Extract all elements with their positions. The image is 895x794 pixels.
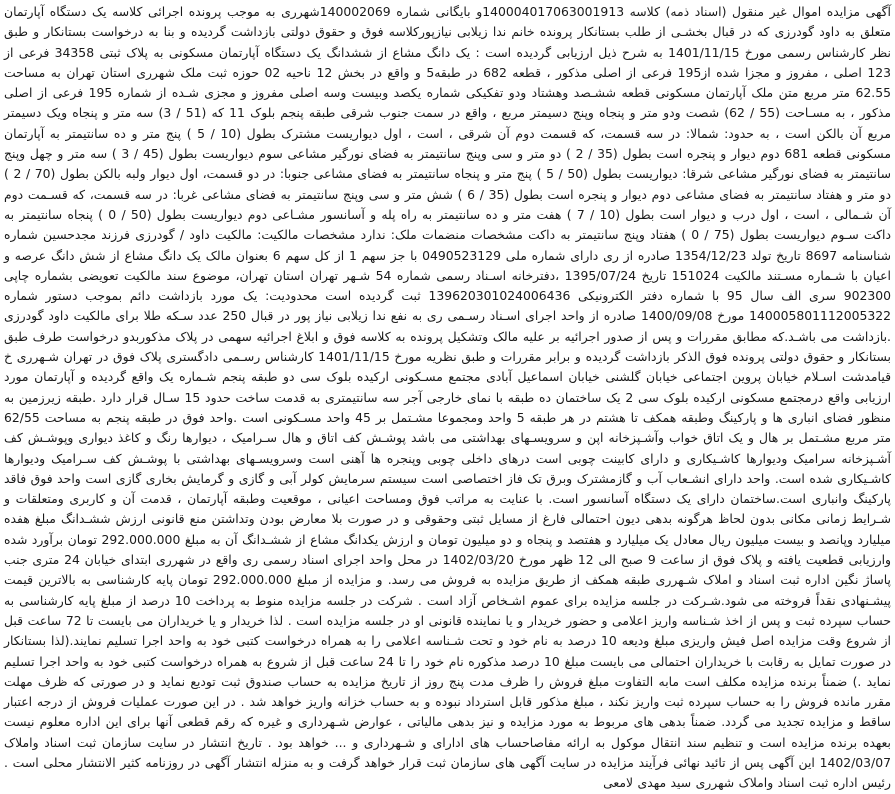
auction-notice-body: آگهی مزایده اموال غیر منقول (اسناد ذمه) کلاسه 140004017063001913و بایگانی شماره 140002069شهرری به موجب پرونده اجرائی کلاسه یک دستگاه آپارتمان متعلق به داود گودرزی که در قبال بخشـی از طلب بستانکار پرونده خانم ندا زیلابی نیازپورکلاسه فوق و حقوق دولتی بازداشت گردیده و بنا به درخواست بستانکار و طبق نظر کارشناس رسمی مورخ 1401/11/15 به شرح ذیل ارزیابی گردیده است : یک دانگ مشاع از ششدانگ یک دستگاه آپارتمان مسکونی به پلاک ثبتی 34358 فرعی از 123 اصلی ، مفروز و مجزا شده از195 فرعی از اصلی مذکور ، قطعه 682 در طبقه5 و واقع در بخش 12 ناحیه 02 حوزه ثبت ملک شهرری استان تهران به مساحت 62.55 متر مربع متن ملک آپارتمان مسکونی قطعه ششـصد وهشتاد ودو تفکیکی شماره یکصد وبیست وسه اصلی مفروز و مجزی شـده از شماره 195 فرعی از اصلی مذکور ، به مسـاحت (55 / 62) شصت ودو متر و پنجاه وپنج دسیمتر مربع ، واقع در سمت جنوب شرقی طبقه پنجم بلوک 11 که (51 / 3) سه متر و پنجاه ویک دسیمتر مربع آن بالکن است ، به حدود: شمالا: در سه قسمت، که قسمت دوم آن شرقی ، است ، اول دیواریست مشترک بطول (10 / 5 ) پنج متر و ده سانتیمتر به آپارتمان مسکونی قطعه 681 دوم دیوار و پنجره است بطول (35 / 2 ) دو متر و سی وپنج سانتیمتر به فضای نورگیر مشاعی سوم دیواریست بطول (45 / 3 ) سه متر و چهل وپنج سانتیمتر به فضای نورگیر مشاعی شرقا: دیواریست بطول (50 / 5 ) پنج متر و پنجاه سانتیمتر به فضای مشاعی جنوبا: در دو قسمت، اول دیوار ولبه بالکن بطول (70 / 2 ) دو متر و هفتاد سانتیمتر به فضای مشاعی دوم دیوار و پنجره است بطول (35 / 6 ) شش متر و سی وپنج سانتیمتر به فضای مشاعی غربا: در سه قسمت، که قسـمت دوم آن شـمالی ، است ، اول درب و دیوار است بطول (10 / 7 ) هفت متر و ده سانتیمتر به راه پله و آسانسور مشـاعی دوم دیواریست بطول (50 / 0 ) پنجاه سانتیمتر به داکت سـوم دیواریست بطول (75 / 0 ) هفتاد وپنج سانتیمتر به داکت مشخصات منضمات ملک: ندارد مشخصات مالکیت: مالکیت داود / گودرزی فرزند مجدحسین شماره شناسنامه 8697 تاریخ تولد 1354/12/23 صادره از ری دارای شماره ملی 0490523129 با جز سهم 1 از کل سهم 6 بعنوان مالک یک دانگ مشاع از شش دانگ عرصه و اعیان با شـماره مسـتند مالکیت 151024 تاریخ 1395/07/24 ،دفترخانه اسـناد رسمی شماره 54 شـهر تهران استان تهران، موضوع سند مالکیت تعویضی بشماره چاپی 902300 سری الف سال 95 با شماره دفتر الکترونیکی 139620301024006436 ثبت گردیده است محدودیت: یک مورد بازداشت دائم بموجب دستور شماره 140005801112005322 مورخ 1400/09/08 صادره از واحد اجرای اسـناد رسـمی ری به نفع ندا زیلابی نیاز پور در قبال 250 عدد سـکه طلا برای مالکیت داود گودرزی .بازداشت می باشـد.که مطابق مقررات و پس از صدور اجرائیه بر علیه مالک وتشکیل پرونده به کلاسه فوق و ابلاغ اجرائیه سهمی در پلاک مذکوربدو درخواست طرف طبق بستانکار و حقوق دولتی پرونده فوق الذکر بازداشت گردیده و برابر مقررات و طبق نظریه مورخ 1401/11/15 کارشناس رسـمی دادگستری پلاک فوق در تهران شـهرری خ قیامدشت اسـلام خیابان پروین اجتماعی خیابان گلشنی خیابان اسماعیل آبادی مجتمع مسـکونی ارکیده بلوک سی دو طبقه پنجم شـماره یک واقع گردیده و آپارتمان مورد ارزیابی واقع درمجتمع مسکونی ارکیده بلوک سی 2 یک ساختمان ده طبقه با نمای خارجی آجر سه سانتیمتری به قدمت ساخت حدود 15 سـال قرار دارد .طبقه زیرزمین به منظور فضای انباری ها و پارکینگ وطبقه همکف تا هشتم در هر طبقه 5 واحد ومجموعا مشـتمل بر 45 واحد مسـکونی است .واحد فوق در طبقه پنجم به مساحت 62/55 متر مربع مشـتمل بر هال و یک اتاق خواب وآشـپزخانه اپن و سرویسـهای بهداشتی می باشد پوشـش کف اتاق و هال سـرامیک ، دیوارها رنگ و کاغذ دیواری وپوشـش کف آشـپزخانه سرامیک ودیوارها کاشـیکاری و دارای کابینت چوبی است درهای داخلی چوبی وپنجره ها آهنی است وسرویسـهای بهداشتی با پوشـش کف سـرامیک ودیوارها کاشـیکاری شده است. واحد دارای انشـعاب آب و گازمشترک وبرق تک فاز اختصاصی است سیستم سرمایش کولر آبی و گازی و گرمایش بخاری گازی است واحد فوق فاقد پارکینگ وانباری است.ساختمان دارای یک دستگاه آسانسور است. با عنایت به مراتب فوق ومساحت اعیانی ، موقعیت وطبقه آپارتمان ، قدمت آن و کاربری ومتعلقات و شـرایط زمانی مکانی بدون لحاظ هرگونه بدهی دیون احتمالی فارغ از مسایل ثبتی وحقوقی و در صورت بلا معارض بودن وتداشتن منع قانونی ارزش ششـدانگ مبلغ هفده میلیارد وپانصد و بیست میلیون ریال معادل یک میلیارد و هفتصد و پنجاه و دو میلیون تومان و ارزش یکدانگ مشاع از ششـدانگ آن به مبلغ 292.000.000 تومان برآورد شده وارزیابی قطعیت یافته و پلاک فوق از ساعت 9 صبح الی 12 ظهر مورخ 1402/03/20 در محل واحد اجرای اسناد رسمی ری واقع در شهرری ابتدای خیابان 24 متری جنب پاساژ نگین اداره ثبت اسناد و املاک شـهرری طبقه همکف از طریق مزایده به فروش می رسد. و مزایده از مبلغ 292.000.000 تومان پایه کارشناسی به بالاترین قیمت پیشـنهادی نقداً فروخته می شود.شـرکت در جلسه مزایده برای عموم اشـخاص آزاد است . شرکت در جلسه مزایده منوط به پرداخت 10 درصد از مبلغ پایه کارشناسی به حساب سپرده ثبت و پس از اخذ شـناسه واریز اعلامی و حضور خریدار و یا نماینده قانونی او در جلسه مزایده است . لذا خریدار و یا خریداران می بایست تا 72 ساعت قبل از شروع وقت مزایده اصل فیش واریزی مبلغ ودیعه 10 درصد به نام خود و تحت شـناسه اعلامی را به همراه درخواست کتبی خود به واحد اجرا تسلیم نمایند.(لذا بستانکار در صورت تمایل به رقابت با خریداران احتمالی می بایست مبلغ 10 درصد مذکوره نام خود را تا 24 ساعت قبل از شروع به همراه درخواست کتبی خود به واحد اجرا تسلیم نماید .) ضمناً برنده مزایده مکلف است مابه التفاوت مبلغ فروش را ظرف مدت پنج روز از تاریخ مزایده به حساب صندوق ثبت تودیع نماید و در صورتی که ظرف مهلت مقرر مانده فروش را به حساب سپرده ثبت واریز نکند ، مبلغ مذکور قابل استرداد نبوده و به حساب خزانه واریز خواهد شد . در این صورت عملیات فروش از درجه اعتبار ساقط و مزایده تجدید می گردد. ضمناً بدهی های مربوط به مورد مزایده و نیز بدهی مالیاتی ، عوارض شـهرداری و غیره که رقم قطعی آنها برای این اداره معلوم نیست بعهده برنده مزایده است و تنظیم سند انتقال موکول به ارائه مفاصاحساب های ادارای و شـهرداری و ... خواهد بود . تاریخ انتشار در سایت سازمان ثبت اسناد واملاک 1402/03/07 این آگهی پس از تائید نهائی فرآیند مزایده در سایت آگهی های سازمان ثبت قرار خواهد گرفت و به منزله انتشار آگهی در روزنامه کثیر الانتشار محلی است . رئیس اداره ثبت اسناد واملاک شهرری سید مهدی لامعی — [4, 4, 892, 791]
